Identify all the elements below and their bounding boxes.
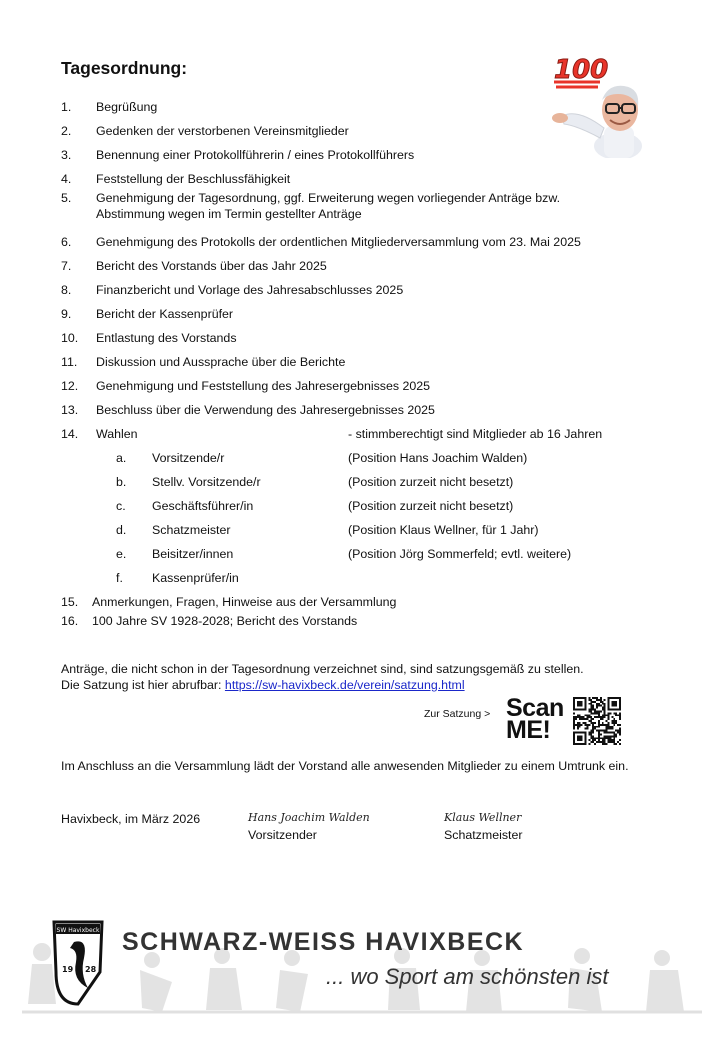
agenda-text: Benennung einer Protokollführerin / eines Protokollführers (96, 148, 415, 162)
wahlen-office: Vorsitzende/r (152, 451, 225, 465)
wahlen-letter: f. (116, 571, 123, 585)
wahlen-position: (Position Klaus Wellner, für 1 Jahr) (348, 523, 539, 537)
wahlen-office: Geschäftsführer/in (152, 499, 254, 513)
agenda-text: Gedenken der verstorbenen Vereinsmitglieder (96, 124, 349, 138)
agenda-number: 14. (61, 427, 79, 441)
role-chairman: Vorsitzender (248, 828, 317, 842)
wahlen-position: (Position Hans Joachim Walden) (348, 451, 528, 465)
agenda-number: 9. (61, 307, 72, 321)
badge-year-right: 28 (85, 965, 97, 974)
agenda-text: Bericht der Kassenprüfer (96, 307, 234, 321)
agenda-text: Begrüßung (96, 100, 158, 114)
wahlen-letter: d. (116, 523, 127, 537)
badge-top-text: SW Havixbeck (56, 927, 100, 934)
scan-me-line2: ME! (506, 716, 551, 744)
agenda-text: Entlastung des Vorstands (96, 331, 237, 345)
footer-club-name: SCHWARZ-WEISS HAVIXBECK (122, 928, 525, 956)
wahlen-letter: e. (116, 547, 127, 561)
satzung-prefix: Die Satzung ist hier abrufbar: (61, 678, 225, 692)
agenda-number: 2. (61, 124, 72, 138)
qr-code-icon[interactable] (573, 697, 621, 745)
agenda-text: Wahlen (96, 427, 138, 441)
badge-year-left: 19 (62, 965, 74, 974)
agenda-number: 7. (61, 259, 72, 273)
agenda-number: 8. (61, 283, 72, 297)
mascot-badge: 100 (554, 55, 609, 85)
agenda-number: 12. (61, 379, 79, 393)
wahlen-position: (Position Jörg Sommerfeld; evtl. weitere) (348, 547, 572, 561)
scan-me-line1: Scan (506, 694, 564, 722)
role-treasurer: Schatzmeister (444, 828, 523, 842)
wahlen-letter: b. (116, 475, 127, 489)
agenda-number: 4. (61, 172, 72, 186)
agenda-text: Abstimmung wegen im Termin gestellter Anträge (96, 207, 362, 221)
wahlen-office: Beisitzer/innen (152, 547, 234, 561)
umtrunk-text: Im Anschluss an die Versammlung lädt der Vorstand alle anwesenden Mitglieder zu einem Umtrunk ein. (61, 759, 629, 773)
scan-label: Zur Satzung > (424, 708, 491, 720)
wahlen-position: (Position zurzeit nicht besetzt) (348, 475, 514, 489)
agenda-text: Genehmigung und Feststellung des Jahresergebnisses 2025 (96, 379, 431, 393)
page-title: Tagesordnung: (61, 58, 188, 78)
agenda-text: Feststellung der Beschlussfähigkeit (96, 172, 291, 186)
agenda-number: 13. (61, 403, 79, 417)
footer-slogan: ... wo Sport am schönsten ist (326, 964, 609, 989)
wahlen-letter: c. (116, 499, 126, 513)
agenda-text: Genehmigung der Tagesordnung, ggf. Erweiterung wegen vorliegender Anträge bzw. (96, 191, 561, 205)
agenda-number: 10. (61, 331, 79, 345)
agenda-text: Genehmigung des Protokolls der ordentlichen Mitgliederversammlung vom 23. Mai 2025 (96, 235, 581, 249)
agenda-number: 3. (61, 148, 72, 162)
agenda-number: 1. (61, 100, 72, 114)
wahlen-office: Kassenprüfer/in (152, 571, 239, 585)
agenda-text: Bericht des Vorstands über das Jahr 2025 (96, 259, 327, 273)
satzung-line (61, 678, 465, 693)
agenda-number: 5. (61, 191, 72, 205)
agenda-number: 11. (61, 355, 78, 369)
signature-chairman: Hans Joachim Walden (248, 811, 370, 824)
wahlen-position: (Position zurzeit nicht besetzt) (348, 499, 514, 513)
scan-me-text (506, 694, 564, 744)
mascot-image (548, 48, 644, 158)
signature-treasurer: Klaus Wellner (444, 811, 522, 824)
agenda-text: Beschluss über die Verwendung des Jahresergebnisses 2025 (96, 403, 435, 417)
satzung-link[interactable]: https://sw-havixbeck.de/verein/satzung.html (224, 678, 465, 692)
agenda-number: 6. (61, 235, 72, 249)
wahlen-note: - stimmberechtigt sind Mitglieder ab 16 Jahren (348, 427, 603, 441)
agenda-text: Anmerkungen, Fragen, Hinweise aus der Versammlung (92, 595, 397, 609)
wahlen-letter: a. (116, 451, 127, 465)
wahlen-office: Stellv. Vorsitzende/r (152, 475, 261, 489)
agenda-number: 16. (61, 614, 79, 628)
agenda-text: 100 Jahre SV 1928-2028; Bericht des Vorstands (92, 614, 358, 628)
agenda-text: Diskussion und Aussprache über die Berichte (96, 355, 346, 369)
agenda-number: 15. (61, 595, 79, 609)
place-date: Havixbeck, im März 2026 (61, 812, 201, 826)
agenda-text: Finanzbericht und Vorlage des Jahresabschlusses 2025 (96, 283, 404, 297)
antraege-text: Anträge, die nicht schon in der Tagesordnung verzeichnet sind, sind satzungsgemäß zu stellen. (61, 662, 584, 676)
wahlen-office: Schatzmeister (152, 523, 231, 537)
